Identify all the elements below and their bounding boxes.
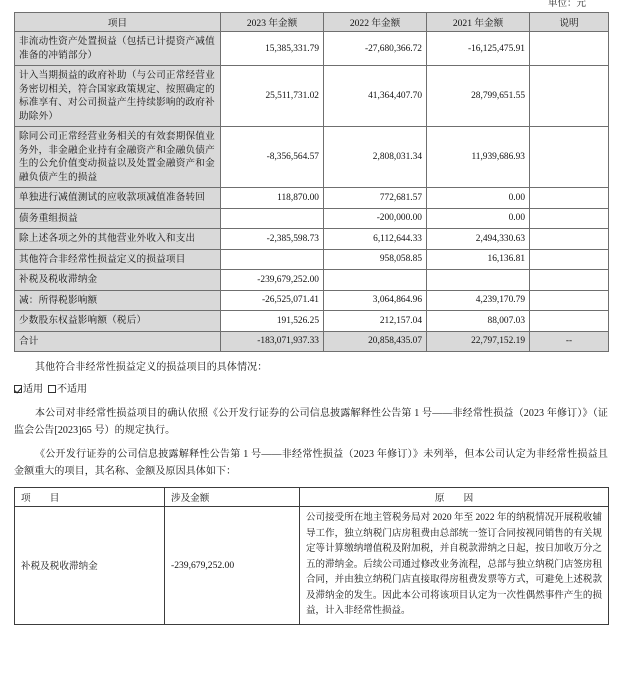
row-value-2023: -8,356,564.57 — [221, 127, 324, 188]
column-header-2021: 2021 年金额 — [427, 13, 530, 32]
row-value-2023: 25,511,731.02 — [221, 66, 324, 127]
row-value-2022: 958,058.85 — [324, 249, 427, 270]
table-row — [15, 249, 609, 270]
applicable-label: 适用 — [23, 384, 43, 395]
row-note — [530, 66, 609, 127]
row-item-label: 少数股东权益影响额（税后） — [15, 311, 221, 332]
column-header-2023: 2023 年金额 — [221, 13, 324, 32]
row-value-2022: 41,364,407.70 — [324, 66, 427, 127]
row-value-2022: -200,000.00 — [324, 208, 427, 229]
row-note — [530, 229, 609, 250]
other-items-intro: 其他符合非经常性损益定义的损益项目的具体情况： — [35, 362, 268, 373]
row-value-2021: 0.00 — [427, 208, 530, 229]
paragraph-unlisted-items: 《公开发行证券的公司信息披露解释性公告第 1 号——非经常性损益（2023 年修订）》未列举，但本公司认定为非经常性损益且金额重大的项目，其名称、金额及原因具体如下： — [14, 449, 608, 477]
nonrecurring-gains-losses-table — [14, 12, 609, 352]
row-value-2021: 28,799,651.55 — [427, 66, 530, 127]
row-item-label: 债务重组损益 — [15, 208, 221, 229]
row-value-2021: 22,797,152.19 — [427, 331, 530, 352]
row-value-2021: 4,239,170.79 — [427, 290, 530, 311]
row-value-2021: 88,007.03 — [427, 311, 530, 332]
row-item-label: 单独进行减值测试的应收款项减值准备转回 — [15, 188, 221, 209]
checkbox-applicable-checked[interactable] — [14, 385, 22, 393]
row-value-2022: 772,681.57 — [324, 188, 427, 209]
table-row — [15, 270, 609, 291]
row-value-2022: 212,157.04 — [324, 311, 427, 332]
row-value-2021: 16,136.81 — [427, 249, 530, 270]
row-value-2022: -27,680,366.72 — [324, 32, 427, 66]
reason-row-name: 补税及税收滞纳金 — [15, 507, 165, 625]
row-value-2023: 118,870.00 — [221, 188, 324, 209]
reason-row-amount: -239,679,252.00 — [165, 507, 300, 625]
row-value-2023 — [221, 249, 324, 270]
reason-row-reason: 公司接受所在地主管税务局对 2020 年至 2022 年的纳税情况开展税收辅导工作，独立纳税门店房租费由总部统一签订合同按视同销售的有关规定等计算缴纳增值税及附加税，并自税款滞纳之日起，按日加收万分之五的滞纳金。后续公司通过修改业务流程，总部与独立纳税门店签房租合同，并由独立纳税门店直接取得房租费发票等方式，可避免上述税款及滞纳金的发生。因此本公司将该项目认定为一次性偶然事件产生的损益，计入非经常性损益。 — [300, 507, 609, 625]
table-row — [15, 32, 609, 66]
checkbox-not-applicable[interactable] — [48, 385, 56, 393]
applicability-line — [14, 382, 608, 398]
table-row — [15, 229, 609, 250]
row-value-2023: 15,385,331.79 — [221, 32, 324, 66]
row-note — [530, 270, 609, 291]
table-row — [15, 66, 609, 127]
row-item-label: 补税及税收滞纳金 — [15, 270, 221, 291]
row-value-2023: 191,526.25 — [221, 311, 324, 332]
table-header-row — [15, 13, 609, 32]
row-item-label: 除上述各项之外的其他营业外收入和支出 — [15, 229, 221, 250]
row-item-label: 减：所得税影响额 — [15, 290, 221, 311]
row-note — [530, 208, 609, 229]
reason-column-header-reason: 原 因 — [300, 488, 609, 507]
reason-column-header-amount: 涉及金额 — [165, 488, 300, 507]
row-note — [530, 32, 609, 66]
row-value-2022 — [324, 270, 427, 291]
row-note — [530, 188, 609, 209]
row-note — [530, 249, 609, 270]
row-value-2023: -26,525,071.41 — [221, 290, 324, 311]
row-value-2023: -183,071,937.33 — [221, 331, 324, 352]
row-note — [530, 127, 609, 188]
row-item-label: 其他符合非经常性损益定义的损益项目 — [15, 249, 221, 270]
reason-column-header-item: 项 目 — [15, 488, 165, 507]
row-note — [530, 290, 609, 311]
row-value-2023: -239,679,252.00 — [221, 270, 324, 291]
paragraph-confirmation-basis: 本公司对非经常性损益项目的确认依照《公开发行证券的公司信息披露解释性公告第 1 号——非经常性损益（2023 年修订）》（证监会公告[2023]65 号）的规定执行。 — [14, 408, 608, 436]
row-value-2021: 11,939,686.93 — [427, 127, 530, 188]
table-row — [15, 208, 609, 229]
column-header-item: 项目 — [15, 13, 221, 32]
table-row — [15, 290, 609, 311]
unit-label: 单位：元 — [547, 0, 586, 9]
column-header-note: 说明 — [530, 13, 609, 32]
table-row — [15, 127, 609, 188]
table-row — [15, 188, 609, 209]
row-note: -- — [530, 331, 609, 352]
row-value-2023: -2,385,598.73 — [221, 229, 324, 250]
row-item-label: 合计 — [15, 331, 221, 352]
row-value-2022: 6,112,644.33 — [324, 229, 427, 250]
table-row — [15, 311, 609, 332]
material-items-reason-table — [14, 487, 609, 625]
reason-header-row — [15, 488, 609, 507]
column-header-2022: 2022 年金额 — [324, 13, 427, 32]
reason-table-row — [15, 507, 609, 625]
table-row-total — [15, 331, 609, 352]
row-value-2021: 2,494,330.63 — [427, 229, 530, 250]
row-value-2021: 0.00 — [427, 188, 530, 209]
row-item-label: 非流动性资产处置损益（包括已计提资产减值准备的冲销部分） — [15, 32, 221, 66]
row-value-2022: 2,808,031.34 — [324, 127, 427, 188]
row-value-2021: -16,125,475.91 — [427, 32, 530, 66]
row-note — [530, 311, 609, 332]
row-value-2023 — [221, 208, 324, 229]
not-applicable-label: 不适用 — [57, 384, 87, 395]
row-value-2022: 20,858,435.07 — [324, 331, 427, 352]
row-value-2022: 3,064,864.96 — [324, 290, 427, 311]
row-item-label: 计入当期损益的政府补助（与公司正常经营业务密切相关，符合国家政策规定、按照确定的标准享有、对公司损益产生持续影响的政府补助除外） — [15, 66, 221, 127]
row-item-label: 除同公司正常经营业务相关的有效套期保值业务外，非金融企业持有金融资产和金融负债产生的公允价值变动损益以及处置金融资产和金融负债产生的损益 — [15, 127, 221, 188]
row-value-2021 — [427, 270, 530, 291]
